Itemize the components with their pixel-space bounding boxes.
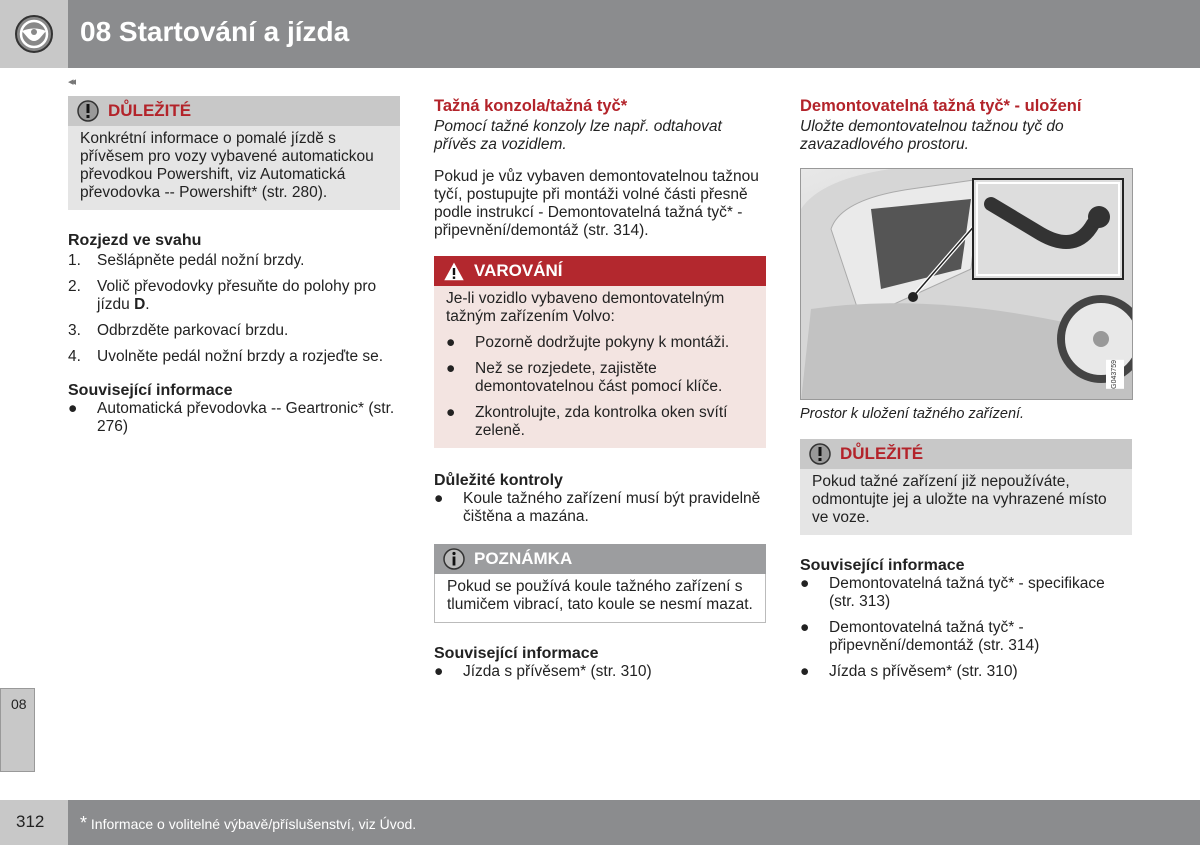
related-link[interactable]: ● Jízda s přívěsem* (str. 310) (800, 663, 1018, 680)
continued-marker: ◂◂ (68, 76, 74, 88)
important-title: DŮLEŽITÉ (108, 101, 192, 120)
page-number: 312 (0, 800, 68, 845)
intro-text: Pomocí tažné konzoly lze např. odtahovat přívěs za vozidlem. (434, 118, 722, 153)
related-link[interactable]: ● Demontovatelná tažná tyč* - připevnění/demontáž (str. 314) (800, 619, 1040, 654)
exclamation-icon (76, 100, 100, 122)
list-item: ● Pozorně dodržujte pokyny k montáži. (446, 334, 730, 351)
related-link[interactable]: ● Demontovatelná tažná tyč* - specifikace (str. 313) (800, 575, 1105, 610)
warning-box (434, 256, 766, 448)
note-box (434, 544, 766, 623)
note-title: POZNÁMKA (474, 549, 573, 568)
list-item: ● Zkontrolujte, zda kontrolka oken svítí zeleně. (446, 404, 728, 439)
section-heading: Důležité kontroly (434, 472, 563, 489)
warning-title: VAROVÁNÍ (474, 261, 563, 280)
footer-note: * Informace o volitelné výbavě/příslušenství, viz Úvod. (68, 800, 1200, 845)
list-item: 3. Odbrzděte parkovací brzdu. (68, 322, 289, 339)
related-heading: Související informace (68, 382, 233, 399)
section-heading: Rozjezd ve svahu (68, 232, 202, 249)
related-link[interactable]: ● Automatická převodovka -- Geartronic* (str. 276) (68, 400, 395, 435)
steering-wheel-icon (14, 14, 54, 54)
steps-list (68, 252, 400, 366)
important-title: DŮLEŽITÉ (840, 444, 924, 463)
exclamation-icon (808, 443, 832, 465)
chapter-title: 08 Startování a jízda (80, 16, 350, 47)
list-item: 4. Uvolněte pedál nožní brzdy a rozjeďte se. (68, 348, 384, 365)
important-text: Pokud tažné zařízení již nepoužíváte, odmontujte jej a uložte na vyhrazené místo ve voze. (812, 473, 1107, 526)
important-box (800, 439, 1132, 535)
column-1 (68, 96, 400, 436)
image-code: G043759 (1106, 360, 1124, 389)
related-heading: Související informace (434, 645, 599, 662)
header-left-block (0, 0, 68, 68)
important-text: Konkrétní informace o pomalé jízdě s přívěsem pro vozy vybavené automatickou převodkou Powershift, viz Automatická převodovka -- Powershift* (str. 280). (80, 130, 374, 201)
intro-text: Uložte demontovatelnou tažnou tyč do zavazadlového prostoru. (800, 118, 1064, 153)
image-caption: Prostor k uložení tažného zařízení. (800, 406, 1025, 422)
list-item: 1. Sešlápněte pedál nožní brzdy. (68, 252, 305, 269)
column-3 (800, 96, 1132, 681)
related-link[interactable]: ● Jízda s přívěsem* (str. 310) (434, 663, 652, 680)
note-text: Pokud se používá koule tažného zařízení s tlumičem vibrací, tato koule se nesmí mazat. (447, 578, 753, 613)
chapter-side-tab[interactable]: 08 (0, 688, 35, 772)
body-text: Pokud je vůz vybaven demontovatelnou tažnou tyčí, postupujte při montáži volné části přesně podle instrukcí - Demontovatelná tažná tyč* - připevnění/demontáž (str. 314). (434, 168, 759, 239)
section-title: Demontovatelná tažná tyč* - uložení (800, 97, 1082, 115)
list-item: 2. Volič převodovky přesuňte do polohy pro jízdu D. (68, 278, 377, 313)
warning-triangle-icon (442, 260, 466, 282)
info-icon (442, 548, 466, 570)
section-title: Tažná konzola/tažná tyč* (434, 97, 628, 115)
column-2 (434, 96, 766, 681)
trunk-illustration (800, 168, 1133, 400)
warning-text: Je-li vozidlo vybaveno demontovatelným tažným zařízením Volvo: (446, 290, 725, 325)
related-heading: Související informace (800, 557, 965, 574)
important-box (68, 96, 400, 210)
list-item: ● Než se rozjedete, zajistěte demontovatelnou část pomocí klíče. (446, 360, 723, 395)
car-rear-illustration (801, 169, 1133, 400)
list-item: ● Koule tažného zařízení musí být pravidelně čištěna a mazána. (434, 490, 761, 525)
